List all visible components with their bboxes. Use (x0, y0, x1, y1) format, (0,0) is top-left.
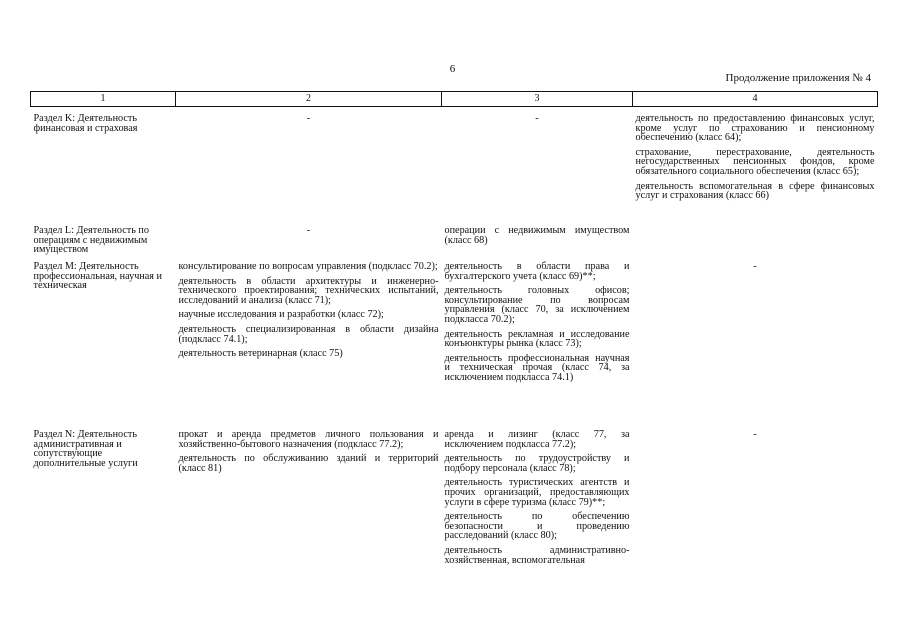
section-n-col2 (176, 426, 442, 565)
table-row (31, 222, 878, 258)
section-n-col3 (442, 426, 633, 565)
empty-dash: - (753, 429, 757, 440)
list-item: деятельность вспомогательная в сфере финансовых услуг и страхования (класс 66) (635, 180, 875, 202)
list-item: консультирование по вопросам управления (подкласс 70.2); (178, 261, 438, 272)
section-k-col2 (176, 107, 442, 223)
list-item: деятельность по трудоустройству и подбору персонала (класс 78); (444, 453, 630, 474)
section-n-title: Раздел N: Деятельность административная и сопутствующие дополнительные услуги (33, 429, 138, 469)
section-n-col4 (633, 426, 878, 565)
table-row (31, 426, 878, 565)
table-row (31, 258, 878, 426)
section-m-title: Раздел M: Деятельность профессиональная, научная и техническая (33, 261, 162, 292)
activity-classification-table (30, 91, 878, 565)
column-header-3: 3 (442, 92, 633, 107)
list-item: деятельность рекламная и исследование конъюнктуры рынка (класс 73); (444, 328, 630, 350)
list-item: аренда и лизинг (класс 77, за исключением подкласса 77.2); (444, 429, 630, 450)
empty-dash: - (753, 261, 757, 272)
empty-dash: - (306, 225, 311, 236)
list-item: научные исследования и разработки (класс 72); (178, 309, 384, 321)
list-item: прокат и аренда предметов личного пользования и хозяйственно-бытового назначения (подкласс 77.2); (178, 429, 439, 450)
list-item: деятельность головных офисов; консультирование по вопросам управления (класс 70, за исключением подкласса 70.2); (444, 285, 630, 325)
appendix-continuation-label: Продолжение приложения № 4 (725, 72, 871, 84)
list-item: деятельность профессиональная научная и техническая прочая (класс 74, за исключением подкласса 74.1) (444, 352, 630, 383)
section-k-title: Раздел K: Деятельность финансовая и страховая (33, 113, 138, 134)
list-item: деятельность в области права и бухгалтерского учета (класс 69)**; (444, 261, 630, 282)
section-m-col4 (633, 258, 878, 426)
section-l-col2 (176, 222, 442, 258)
section-l-col4 (633, 222, 878, 258)
list-item: деятельность ветеринарная (класс 75) (178, 348, 343, 360)
list-item: операции с недвижимым имуществом (класс 68) (444, 225, 630, 246)
column-header-1: 1 (31, 92, 176, 107)
empty-dash: - (306, 113, 311, 124)
list-item: деятельность административно-хозяйственная, вспомогательная (444, 544, 630, 566)
section-l-col3 (442, 222, 633, 258)
column-header-2: 2 (176, 92, 442, 107)
column-header-4: 4 (633, 92, 878, 107)
list-item: деятельность туристических агентств и прочих организаций, предоставляющих услуги в сфере туризма (класс 79)**; (444, 477, 630, 508)
header-row (31, 92, 878, 107)
section-l-title: Раздел L: Деятельность по операциям с недвижимым имуществом (33, 225, 149, 256)
list-item: деятельность в области архитектуры и инженерно-технического проектирования; технических испытаний, исследований и анализа (класс 71); (178, 275, 439, 306)
list-item: деятельность специализированная в области дизайна (подкласс 74.1); (178, 323, 439, 345)
section-m-col2 (176, 258, 442, 426)
page-number: 6 (449, 63, 456, 75)
empty-dash: - (535, 113, 539, 124)
list-item: деятельность по предоставлению финансовых услуг, кроме услуг по страхованию и пенсионному обеспечению (класс 64); (635, 113, 875, 144)
table-row (31, 107, 878, 223)
list-item: страхование, перестрахование, деятельность негосударственных пенсионных фондов, кроме обязательного социального обеспечения (класс 65); (635, 146, 875, 177)
list-item: деятельность по обслуживанию зданий и территорий (класс 81) (178, 453, 439, 474)
list-item: деятельность по обеспечению безопасности и проведению расследований (класс 80); (444, 511, 630, 542)
section-m-col3 (442, 258, 633, 426)
section-k-col4 (633, 107, 878, 223)
section-k-col3 (442, 107, 633, 223)
